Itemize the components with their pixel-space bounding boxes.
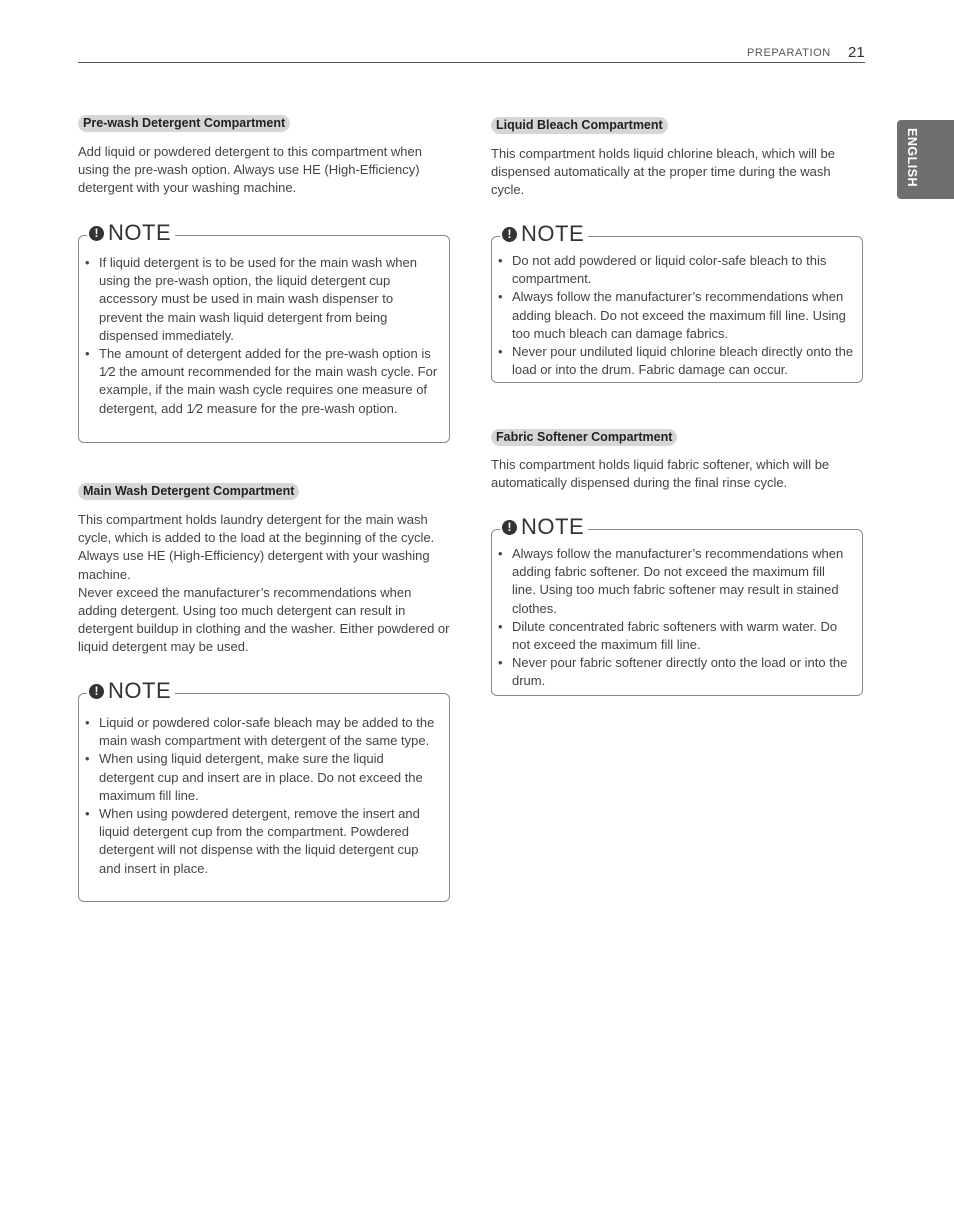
note-title: NOTE (108, 220, 172, 245)
list-item: • When using powdered detergent, remove the insert and liquid detergent cup from the compartment. Powdered detergent will not dispense with the liquid detergent cup and insert in place. (79, 805, 435, 878)
list-item: • Liquid or powdered color-safe bleach may be added to the main wash compartment with detergent of the same type. (79, 714, 435, 750)
mainwash-body-1: This compartment holds laundry detergent for the main wash cycle, which is added to the load at the beginning of the cycle. Always use HE (High-Efficiency) detergent with your washing machine. (78, 512, 435, 582)
list-item: • When using liquid detergent, make sure the liquid detergent cup and insert are in place. Do not exceed the maximum fill line. (79, 750, 435, 805)
bleach-note-box (491, 221, 863, 383)
mainwash-body-2: Never exceed the manufacturer’s recommendations when adding detergent. Using too much detergent can result in detergent buildup in clothing and the washer. Either powdered or liquid detergent may be used. (78, 584, 450, 655)
exclamation-icon: ! (502, 227, 517, 242)
running-header-section: PREPARATION (747, 47, 831, 59)
exclamation-icon: ! (502, 520, 517, 535)
header-divider (78, 62, 865, 63)
bleach-section (491, 116, 863, 200)
list-item: • Always follow the manufacturer’s recommendations when adding fabric softener. Do not exceed the maximum fill line. Using too much fabric softener may result in stained clothes. (492, 545, 852, 618)
softener-body: This compartment holds liquid fabric softener, which will be automatically dispensed during the final rinse cycle. (491, 457, 830, 491)
list-item: • Do not add powdered or liquid color-safe bleach to this compartment. (492, 252, 854, 288)
note-title: NOTE (521, 514, 585, 539)
prewash-body: Add liquid or powdered detergent to this compartment when using the pre-wash option. Always use HE (High-Efficiency) detergent with your washing machine. (78, 144, 422, 196)
note-header (500, 221, 588, 247)
language-tab-label: ENGLISH (905, 128, 919, 188)
softener-section (491, 428, 863, 492)
prewash-note-list (79, 254, 449, 418)
language-tab (897, 120, 954, 199)
list-item: • Dilute concentrated fabric softeners with warm water. Do not exceed the maximum fill line. (492, 618, 852, 654)
exclamation-icon: ! (89, 684, 104, 699)
note-title: NOTE (108, 678, 172, 703)
mainwash-section (78, 482, 450, 657)
list-item: • If liquid detergent is to be used for the main wash when using the pre-wash option, the liquid detergent cup accessory must be used in main wash dispenser to prevent the main wash liquid detergent from being dispensed immediately. (79, 254, 439, 345)
mainwash-note-list (79, 714, 449, 878)
prewash-heading: Pre-wash Detergent Compartment (78, 115, 290, 132)
prewash-note-box (78, 220, 450, 443)
bleach-heading: Liquid Bleach Compartment (491, 117, 668, 134)
bleach-body: This compartment holds liquid chlorine bleach, which will be dispensed automatically at the proper time during the wash cycle. (491, 146, 835, 198)
note-header (500, 514, 588, 540)
note-header (87, 678, 175, 704)
softener-note-list (492, 545, 862, 691)
list-item: • Never pour fabric softener directly onto the load or into the drum. (492, 654, 852, 690)
bleach-note-list (492, 252, 862, 379)
page-number: 21 (848, 44, 865, 61)
mainwash-note-box (78, 678, 450, 902)
note-header (87, 220, 175, 246)
list-item: • The amount of detergent added for the pre-wash option is 1⁄2 the amount recommended for the main wash cycle. For example, if the main wash cycle requires one measure of detergent, add 1⁄2 measure for the pre-wash option. (79, 345, 439, 418)
exclamation-icon: ! (89, 226, 104, 241)
prewash-section (78, 114, 450, 198)
mainwash-heading: Main Wash Detergent Compartment (78, 483, 299, 500)
softener-note-box (491, 514, 863, 696)
list-item: • Never pour undiluted liquid chlorine bleach directly onto the load or into the drum. Fabric damage can occur. (492, 343, 854, 379)
list-item: • Always follow the manufacturer’s recommendations when adding bleach. Do not exceed the maximum fill line. Using too much bleach can damage fabrics. (492, 288, 854, 343)
softener-heading: Fabric Softener Compartment (491, 429, 677, 446)
note-title: NOTE (521, 221, 585, 246)
